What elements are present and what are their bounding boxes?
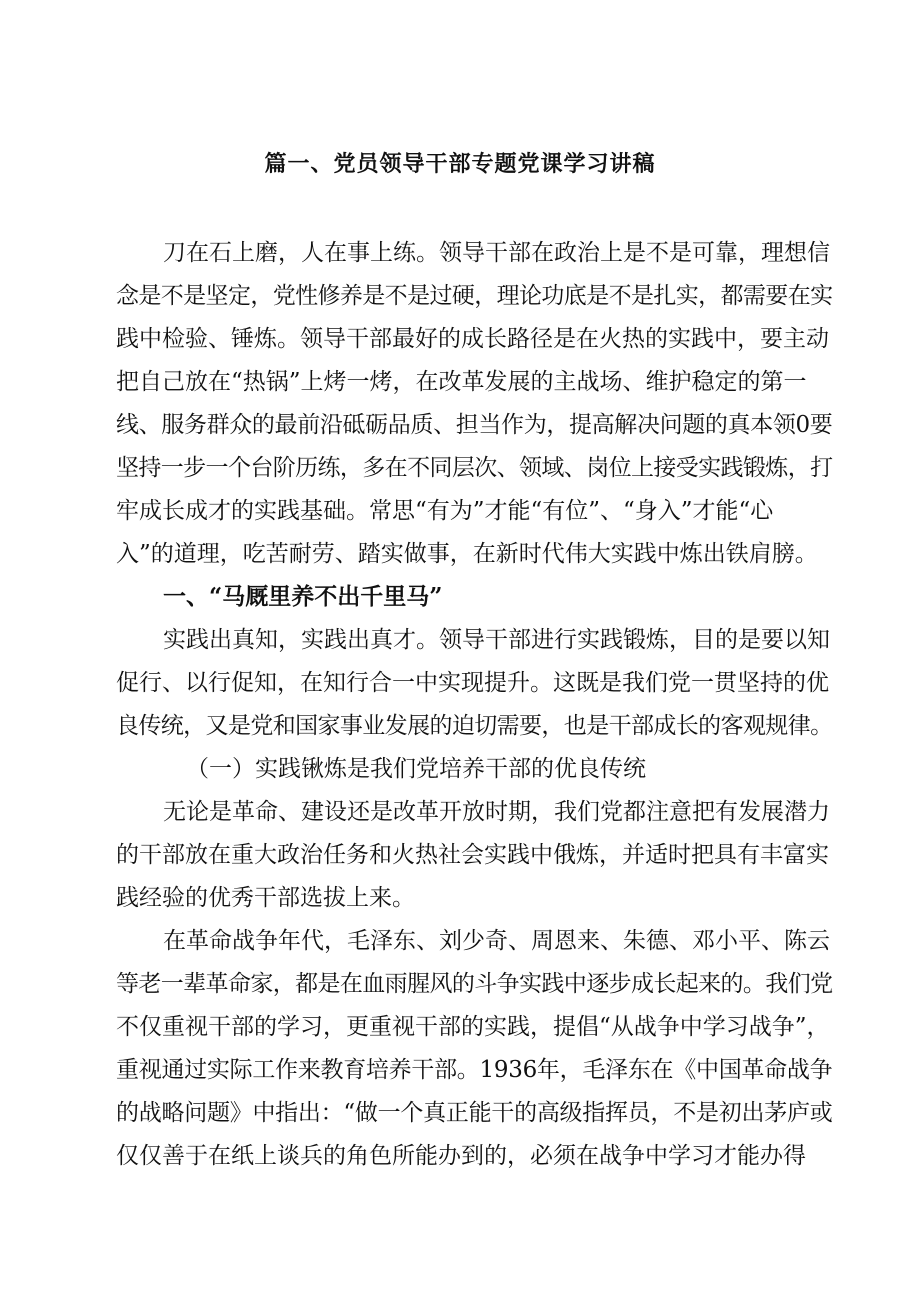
body-line: 仅仅善于在纸上谈兵的角色所能办到的，必须在战争中学习才能办得 — [116, 1143, 806, 1169]
subsection-heading: （一）实践锹炼是我们党培养干部的优良传统 — [186, 756, 646, 782]
body-line: 实践出真知，实践出真才。领导干部进行实践锻炼，目的是要以知 — [163, 627, 830, 653]
body-line: 践中检验、锤炼。领导干部最好的成长路径是在火热的实践中，要主动 — [116, 326, 829, 352]
body-line: 不仅重视干部的学习，更重视干部的实践，提倡“从战争中学习战争”， — [116, 1014, 830, 1040]
body-line: 在革命战争年代，毛泽东、刘少奇、周恩来、朱德、邓小平、陈云 — [163, 928, 830, 954]
body-line: 入”的道理，吃苦耐劳、踏实做事，在新时代伟大实践中炼出铁肩膀。 — [116, 541, 818, 567]
body-line: 重视通过实际工作来教育培养干部。1936年，毛泽东在《中国革命战争 — [116, 1057, 833, 1083]
body-line: 践经验的优秀干部选拔上来。 — [116, 885, 415, 911]
body-line: 的干部放在重大政治任务和火热社会实践中俄炼，并适时把具有丰富实 — [116, 842, 829, 868]
body-line: 坚持一步一个台阶历练，多在不同层次、领域、岗位上接受实践锻炼，打 — [116, 455, 833, 481]
body-line: 线、服务群众的最前沿砥砺品质、担当作为，提高解决问题的真本领0要 — [116, 412, 833, 438]
body-line: 无论是革命、建设还是改革开放时期，我们党都注意把有发展潜力 — [163, 799, 830, 825]
body-line: 的战略问题》中指出：“做一个真正能干的高级指挥员，不是初出茅庐或 — [116, 1100, 833, 1126]
body-line: 促行、以行促知，在知行合一中实现提升。这既是我们党一贯坚持的优 — [116, 670, 829, 696]
page-title: 篇一、党员领导干部专题党课学习讲稿 — [264, 151, 656, 177]
body-line: 良传统，又是党和国家事业发展的迫切需要，也是干部成长的客观规律。 — [116, 713, 833, 739]
section-heading: 一、“马厩里养不出千里马” — [163, 583, 443, 610]
body-line: 刀在石上磨，人在事上练。领导干部在政治上是不是可靠，理想信 — [163, 240, 830, 266]
body-line: 牢成长成才的实践基础。常思“有为”才能“有位”、“身入”才能“心 — [116, 498, 774, 524]
body-line: 等老一辈革命家，都是在血雨腥风的斗争实践中逐步成长起来的。我们党 — [116, 971, 833, 997]
body-line: 念是不是坚定，党性修养是不是过硬，理论功底是不是扎实，都需要在实 — [116, 283, 833, 309]
body-line: 把自己放在“热锅”上烤一烤，在改革发展的主战场、维护稳定的第一 — [116, 369, 807, 395]
